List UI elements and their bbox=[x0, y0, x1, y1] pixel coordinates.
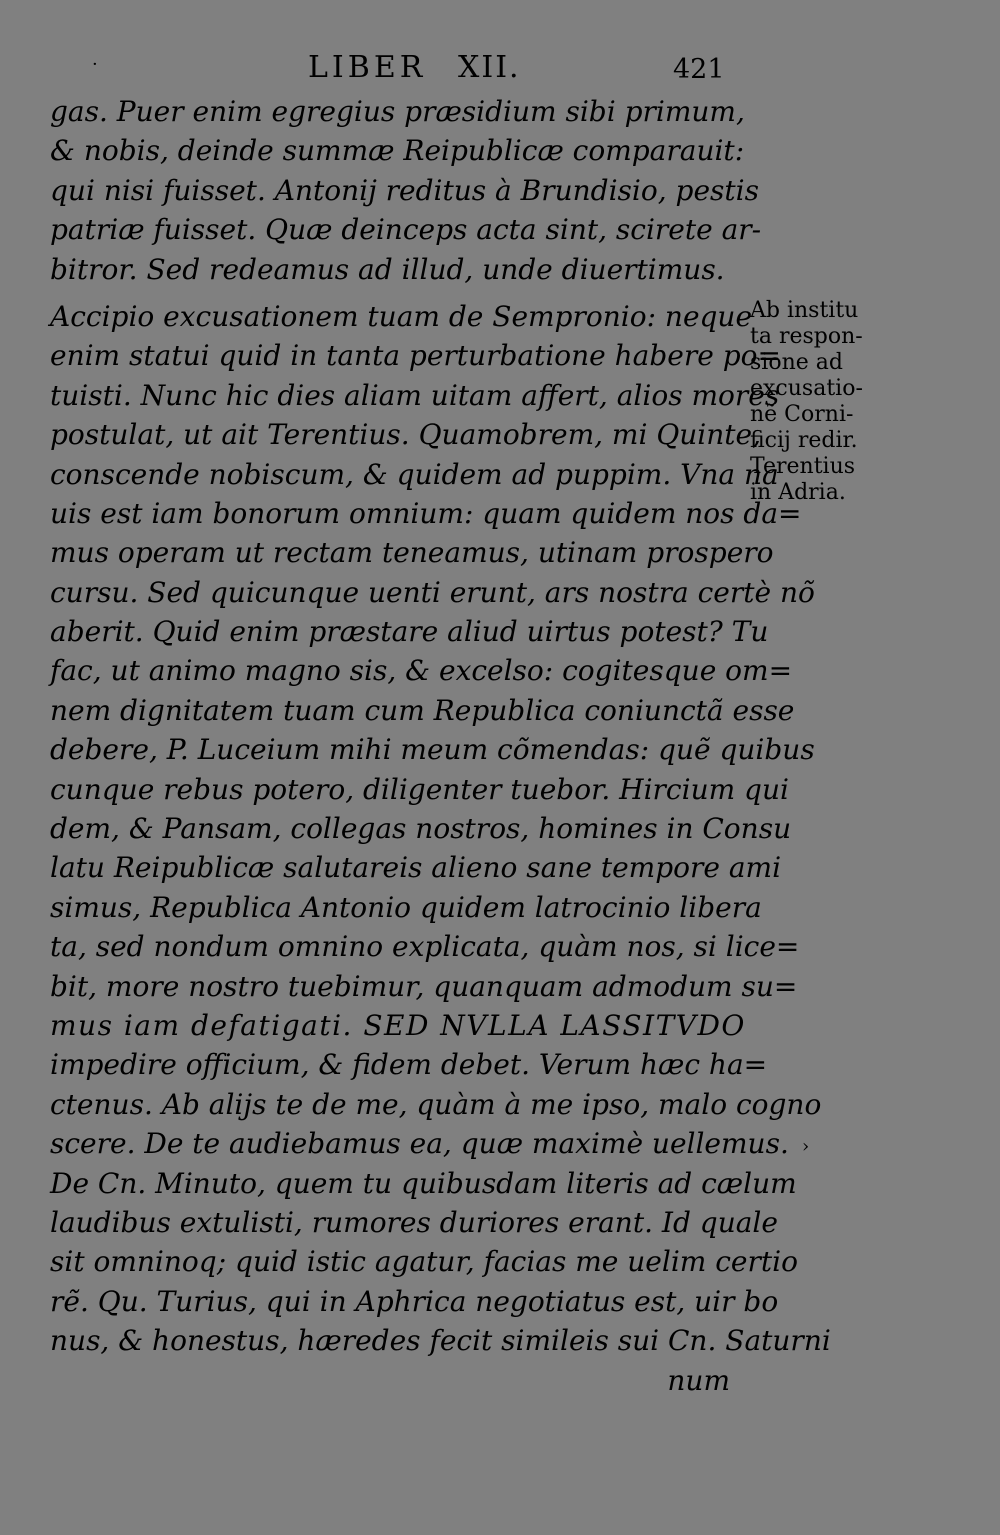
text-line: enim statui quid in tanta perturbatione habere po= bbox=[50, 339, 781, 373]
text-line: sit omninoq; quid istic agatur, facias me uelim certio bbox=[50, 1245, 798, 1279]
marginal-line: in Adria. bbox=[750, 480, 846, 505]
marginal-line: Terentius bbox=[750, 454, 856, 479]
text-line: patriæ fuisset. Quæ deinceps acta sint, scirete ar- bbox=[50, 213, 762, 247]
text-line: De Cn. Minuto, quem tu quibusdam literis ad cælum bbox=[50, 1166, 797, 1200]
text-line: & nobis, deinde summæ Reipublicæ comparauit: bbox=[50, 134, 745, 168]
marginal-line: Ab institu bbox=[750, 298, 859, 323]
text-line: postulat, ut ait Terentius. Quamobrem, mi Quinte, bbox=[50, 418, 762, 452]
header-dot: · bbox=[92, 54, 98, 75]
page-number: 421 bbox=[673, 54, 725, 85]
text-line: simus, Republica Antonio quidem latrocinio libera bbox=[50, 890, 762, 924]
text-line: uis est iam bonorum omnium: quam quidem nos da= bbox=[50, 496, 802, 530]
text-line: Accipio excusationem tuam de Sempronio: neque bbox=[50, 299, 753, 333]
marginal-line: sione ad bbox=[750, 350, 843, 375]
text-line: ctenus. Ab alijs te de me, quàm à me ipso, malo cogno bbox=[50, 1087, 822, 1121]
text-line: nus, & honestus, hæredes fecit simileis sui Cn. Saturni bbox=[50, 1324, 831, 1358]
chapter-number: XII. bbox=[458, 50, 521, 85]
marginal-line: ficij redir. bbox=[750, 428, 858, 453]
marginal-note bbox=[750, 298, 900, 506]
text-line: scere. De te audiebamus ea, quæ maximè uellemus. bbox=[50, 1127, 789, 1161]
page-header bbox=[40, 50, 760, 90]
text-line: cursu. Sed quicunque uenti erunt, ars nostra certè nõ bbox=[50, 575, 815, 609]
text-line: mus operam ut rectam teneamus, utinam prospero bbox=[50, 536, 774, 570]
text-line: cunque rebus potero, diligenter tuebor. Hircium qui bbox=[50, 772, 789, 806]
text-line: aberit. Quid enim præstare aliud uirtus potest? Tu bbox=[50, 615, 769, 649]
marginal-line: ta respon- bbox=[750, 324, 863, 349]
text-line: fac, ut animo magno sis, & excelso: cogitesque om= bbox=[50, 654, 793, 688]
text-line: dem, & Pansam, collegas nostros, homines in Consu bbox=[50, 812, 792, 846]
text-line: impedire officium, & fidem debet. Verum hæc ha= bbox=[50, 1048, 768, 1082]
text-line: qui nisi fuisset. Antonij reditus à Brundisio, pestis bbox=[50, 173, 759, 207]
text-line: rẽ. Qu. Turius, qui in Aphrica negotiatus est, uir bo bbox=[50, 1284, 779, 1318]
text-line: bitror. Sed redeamus ad illud, unde diuertimus. bbox=[50, 252, 725, 286]
text-line: gas. Puer enim egregius præsidium sibi primum, bbox=[50, 95, 745, 128]
marginal-line: nẽ Corni- bbox=[750, 402, 854, 427]
text-line: tuisti. Nunc hic dies aliam uitam affert, alios mores bbox=[50, 378, 780, 412]
text-line: bit, more nostro tuebimur, quanquam admodum su= bbox=[50, 969, 798, 1003]
text-line: latu Reipublicæ salutareis alieno sane tempore ami bbox=[50, 851, 782, 885]
text-line: conscende nobiscum, & quidem ad puppim. Vna na bbox=[50, 457, 779, 491]
text-line: mus iam defatigati. SED NVLLA LASSITVDO bbox=[50, 1008, 746, 1042]
text-line: debere, P. Luceium mihi meum cõmendas: quẽ quibus bbox=[50, 733, 815, 767]
text-line: nem dignitatem tuam cum Republica coniunctã esse bbox=[50, 693, 795, 727]
catchword: num bbox=[667, 1363, 730, 1397]
marginal-line: excusatio- bbox=[750, 376, 863, 401]
stray-ink-mark: › bbox=[802, 1136, 810, 1157]
running-title: LIBER bbox=[308, 50, 427, 85]
text-line: laudibus extulisti, rumores duriores erant. Id quale bbox=[50, 1205, 778, 1239]
text-line: ta, sed nondum omnino explicata, quàm nos, si lice= bbox=[50, 930, 800, 964]
